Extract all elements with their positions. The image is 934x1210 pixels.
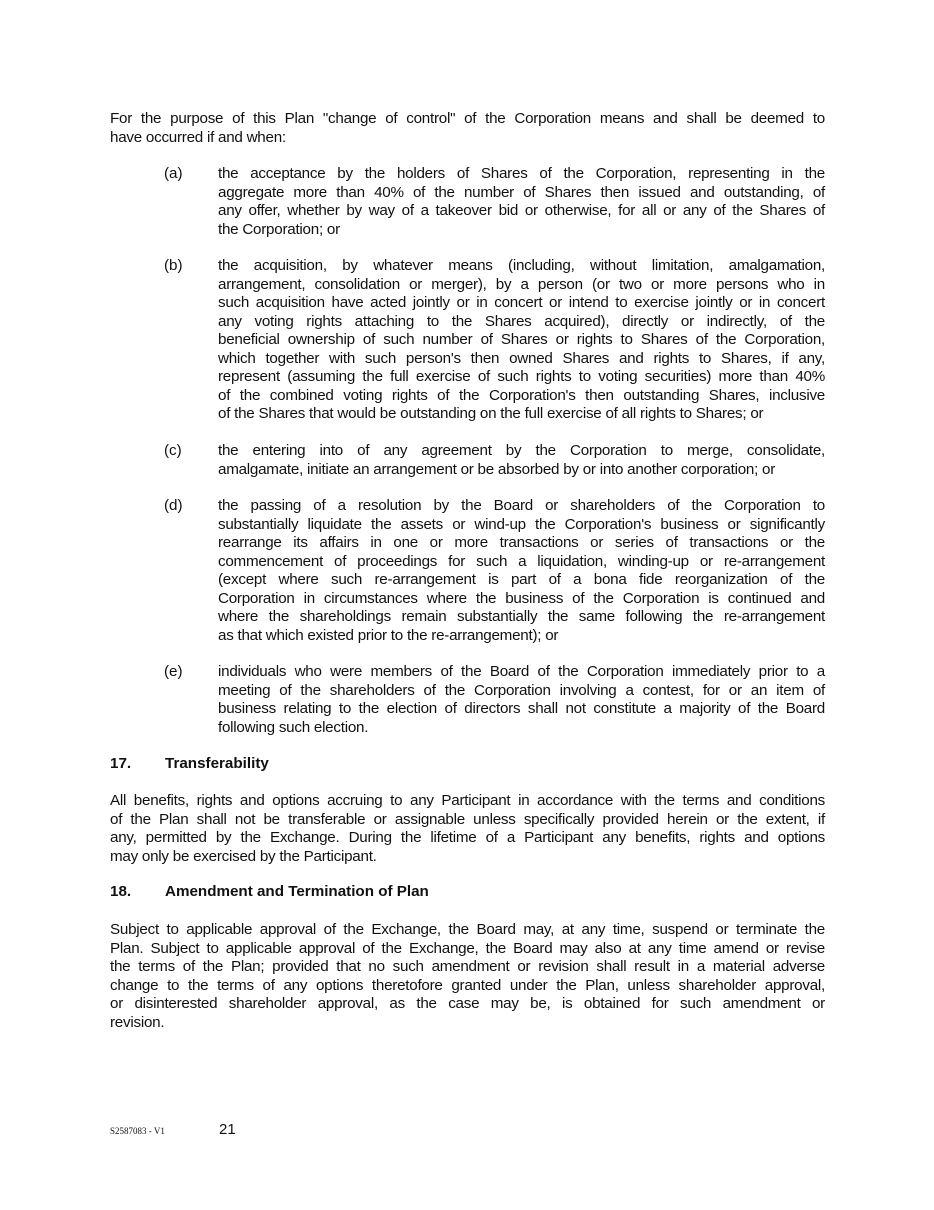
text-line: the entering into of any agreement by the Corporation to merge, consolidate, bbox=[218, 442, 825, 459]
clause-text bbox=[218, 257, 825, 424]
section-paragraph bbox=[110, 792, 825, 866]
text-line: any voting rights attaching to the Shares acquired), directly or indirectly, of the bbox=[218, 312, 825, 330]
text-line: the passing of a resolution by the Board or shareholders of the Corporation to bbox=[218, 497, 825, 514]
clause-label: (b) bbox=[164, 257, 183, 274]
text-line: beneficial ownership of such number of Shares or rights to Shares of the Corporation, bbox=[218, 331, 825, 348]
text-line: of the combined voting rights of the Corporation's then outstanding Shares, inclusive bbox=[218, 386, 825, 404]
text-line: (except where such re-arrangement is part of a bona fide reorganization of the bbox=[218, 571, 825, 588]
text-line: any offer, whether by way of a takeover bid or otherwise, for all or any of the Shares of bbox=[218, 202, 825, 219]
text-line: Subject to applicable approval of the Exchange, the Board may, at any time, suspend or terminate the bbox=[110, 921, 825, 938]
page-number: 21 bbox=[219, 1121, 236, 1138]
text-line: may only be exercised by the Participant. bbox=[110, 847, 377, 865]
text-line: All benefits, rights and options accruing to any Participant in accordance with the terms and conditions bbox=[110, 792, 825, 809]
text-line: as that which existed prior to the re-arrangement); or bbox=[218, 626, 559, 644]
clause-label: (a) bbox=[164, 165, 183, 182]
text-line: commencement of proceedings for such a liquidation, winding-up or re-arrangement bbox=[218, 552, 825, 570]
text-line: substantially liquidate the assets or wind-up the Corporation's business or significantly bbox=[218, 515, 825, 533]
text-line: Corporation in circumstances where the business of the Corporation is continued and bbox=[218, 589, 825, 607]
text-line: the Corporation; or bbox=[218, 220, 340, 238]
text-line: the acquisition, by whatever means (including, without limitation, amalgamation, bbox=[218, 257, 825, 274]
clause-text bbox=[218, 165, 825, 239]
text-line: of the Shares that would be outstanding on the full exercise of all rights to Shares; or bbox=[218, 405, 764, 422]
text-line: have occurred if and when: bbox=[110, 128, 286, 146]
section-title: Transferability bbox=[165, 755, 269, 772]
text-line: of the Plan shall not be transferable or assignable unless specifically provided herein or the extent, if bbox=[110, 810, 825, 828]
document-id: S2587083 - V1 bbox=[110, 1126, 165, 1136]
section-title: Amendment and Termination of Plan bbox=[165, 883, 429, 900]
clause-text bbox=[218, 497, 825, 645]
text-line: or disinterested shareholder approval, as the case may be, is obtained for such amendment or bbox=[110, 995, 825, 1012]
clause-text bbox=[218, 442, 825, 479]
intro-paragraph bbox=[110, 110, 825, 147]
text-line: represent (assuming the full exercise of such rights to voting securities) more than 40% bbox=[218, 368, 825, 385]
text-line: which together with such person's then owned Shares and rights to Shares, if any, bbox=[218, 349, 825, 367]
section-number: 18. bbox=[110, 883, 132, 900]
text-line: meeting of the shareholders of the Corporation involving a contest, for or an item of bbox=[218, 681, 825, 699]
text-line: aggregate more than 40% of the number of Shares then issued and outstanding, of bbox=[218, 183, 825, 201]
section-paragraph bbox=[110, 921, 825, 1032]
text-line: business relating to the election of directors shall not constitute a majority of the Board bbox=[218, 700, 825, 717]
text-line: change to the terms of any options theretofore granted under the Plan, unless shareholder approval, bbox=[110, 976, 825, 994]
clause-text bbox=[218, 663, 825, 737]
text-line: revision. bbox=[110, 1013, 165, 1031]
text-line: rearrange its affairs in one or more transactions or series of transactions or the bbox=[218, 534, 825, 551]
clause-label: (d) bbox=[164, 497, 183, 514]
clause-label: (c) bbox=[164, 442, 182, 459]
text-line: For the purpose of this Plan "change of control" of the Corporation means and shall be deemed to bbox=[110, 110, 825, 127]
text-line: amalgamate, initiate an arrangement or be absorbed by or into another corporation; or bbox=[218, 460, 776, 478]
text-line: the acceptance by the holders of Shares of the Corporation, representing in the bbox=[218, 165, 825, 182]
text-line: such acquisition have acted jointly or in concert or intend to exercise jointly or in concert bbox=[218, 294, 825, 311]
text-line: individuals who were members of the Board of the Corporation immediately prior to a bbox=[218, 663, 825, 680]
text-line: any, permitted by the Exchange. During the lifetime of a Participant any benefits, rights and options bbox=[110, 829, 825, 846]
text-line: Plan. Subject to applicable approval of the Exchange, the Board may also at any time amend or revise bbox=[110, 939, 825, 957]
text-line: following such election. bbox=[218, 718, 369, 736]
text-line: arrangement, consolidation or merger), by a person (or two or more persons who in bbox=[218, 275, 825, 293]
clause-label: (e) bbox=[164, 663, 183, 680]
text-line: the terms of the Plan; provided that no such amendment or revision shall result in a material adverse bbox=[110, 958, 825, 975]
section-number: 17. bbox=[110, 755, 132, 772]
text-line: where the shareholdings remain substantially the same following the re-arrangement bbox=[218, 608, 825, 625]
